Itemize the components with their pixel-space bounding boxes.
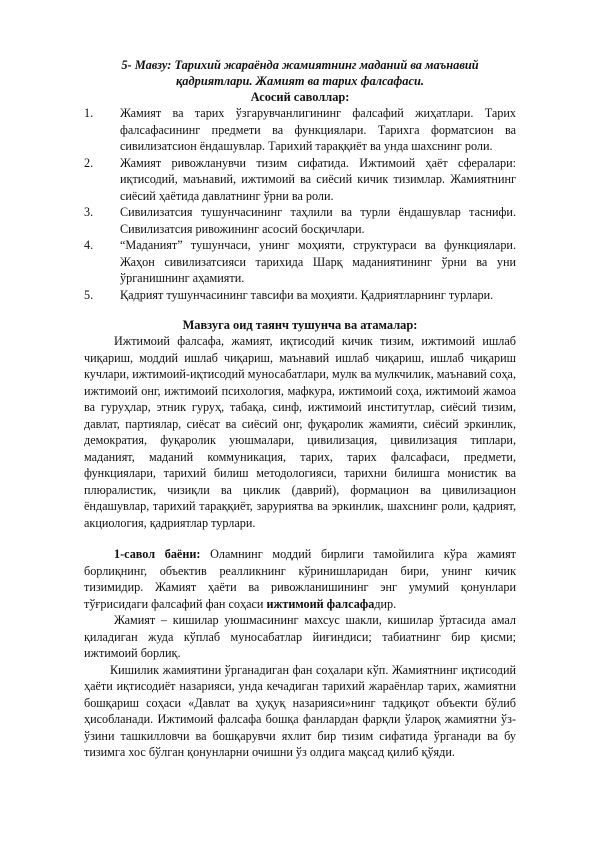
- concepts-paragraph: Ижтимоий фалсафа, жамият, иқтисодий кичик тизим, ижтимоий ишлаб чиқариш, моддий ишлаб чиқариш, маънавий ишлаб чиқариш, ишлаб чиқариш кучлари, ижтимоий-иқтисодий муносабатлари, мулк ва мулкчилик, маънавий соҳа, ижтимоий онг, ижтимоий психология, мафкура, ижтимоий соҳа, ижтимоий жамоа ва гуруҳлар, этник гуруҳ, табақа, синф, ижтимоий институтлар, сиёсий тизим, давлат, партиялар, сиёсат ва сиёсий онг, фуқаролик жамияти, сиёсий эркинлик, демократия, фуқаролик уюшмалари, цивилизация, цивилизация типлари, маданият, маданий коммуникация, тарих, тарих фалсафаси, предмети, функциялари, тарихий билиш методологияси, тарихни билишга монистик ва плюралистик, чизиқли ва циклик (даврий), формацион ва цивилизацион ёндашувлар, тарихий тараққиёт, заруриятва ва эркинлик, шахснинг роли, қадрият, акциология, қадриятлар турлари.: [84, 334, 516, 530]
- questions-list: [84, 105, 516, 303]
- question-text: “Маданият” тушунчаси, унинг моҳияти, структураси ва функциялари. Жаҳон сивилизатсияси тарихида Шарқ маданиятининг ўрни ва уни ўрганишнинг аҳамияти.: [120, 238, 516, 285]
- question-number: 5.: [84, 287, 94, 302]
- question-text: Сивилизатсия тушунчасининг таҳлили ва турли ёндашувлар таснифи. Сивилизатсия ривожининг асосий босқичлари.: [120, 205, 516, 236]
- concepts-heading: Мавзуга оид таянч тушунча ва атамалар:: [182, 318, 418, 332]
- answer-text-end: дир.: [374, 596, 397, 611]
- spacer: [84, 303, 516, 317]
- question-text: Қадрият тушунчасининг тавсифи ва моҳияти. Қадриятларнинг турлари.: [120, 287, 494, 302]
- answer-paragraph-3: Кишилик жамиятини ўрганадиган фан соҳалари кўп. Жамиятнинг иқтисодий ҳаёти иқтисодиёт назарияси, унда кечадиган тарихий жараёнлар тарих, жамиятни бошқариш соҳаси «Давлат ва ҳуқуқ назарияси»нинг тадқиқот объекти бўлиб ҳисобланади. Ижтимоий фалсафа бошқа фанлардан фарқли ўлароқ жамиятни ўз-ўзини ташкилловчи ва бошқарувчи яхлит бир тизим сифатида ўрганади ва бу тизимга хос бўлган қонунларни очишни ўз олдига мақсад қилиб қўяди.: [84, 662, 516, 759]
- answer-label: 1-савол баёни:: [114, 547, 201, 561]
- question-item-2: [84, 155, 516, 205]
- question-number: 4.: [84, 238, 94, 252]
- question-item-1: [84, 105, 516, 155]
- question-number: 2.: [84, 155, 94, 170]
- topic-title-line-2: қадриятлари. Жамият ва тарих фалсафаси.: [176, 73, 424, 88]
- question-item-3: [84, 204, 516, 237]
- question-number: 3.: [84, 205, 94, 219]
- question-item-4: [84, 237, 516, 287]
- question-number: 1.: [84, 106, 94, 120]
- answer-term: ижтимоий фалсафа: [266, 596, 375, 611]
- questions-heading: Асосий саволлар:: [250, 90, 350, 104]
- answer-paragraph-1: [84, 546, 516, 612]
- topic-title-line-1: 5- Мавзу: Тарихий жараёнда жамиятнинг маданий ва маънавий: [121, 58, 479, 72]
- question-text: Жамият ривожланувчи тизим сифатида. Ижтимоий ҳаёт сфералари: иқтисодий, маънавий, ижтимоий ва сиёсий кичик тизимлар. Жамиятнинг сиёсий ҳаётида давлатнинг ўрни ва роли.: [120, 155, 516, 203]
- question-text: Жамият ва тарих ўзгарувчанлигининг фалсафий жиҳатлари. Тарих фалсафасининг предмети ва функциялари. Тарихга форматсион ва сивилизатсион ёндашувлар. Тарихий тараққиёт ва унда шахснинг роли.: [120, 106, 516, 153]
- document-page: [84, 58, 516, 761]
- answer-paragraph-2: Жамият – кишилар уюшмасининг махсус шакли, кишилар ўртасида амал қиладиган жуда кўплаб муносабатлар йиғиндиси; табиатнинг бир қисми; ижтимоий борлиқ.: [84, 613, 516, 660]
- spacer: [84, 531, 516, 546]
- question-item-5: [84, 287, 516, 304]
- answer-text: Оламнинг моддий бирлиги тамойилига кўра жамият борлиқнинг, объектив реалликнинг кўринишларидан бири, унинг кичик тизимидир. Жамият ҳаёти ва ривожланишининг энг умумий қонунлари тўғрисидаги фалсафий фан соҳаси: [84, 547, 516, 611]
